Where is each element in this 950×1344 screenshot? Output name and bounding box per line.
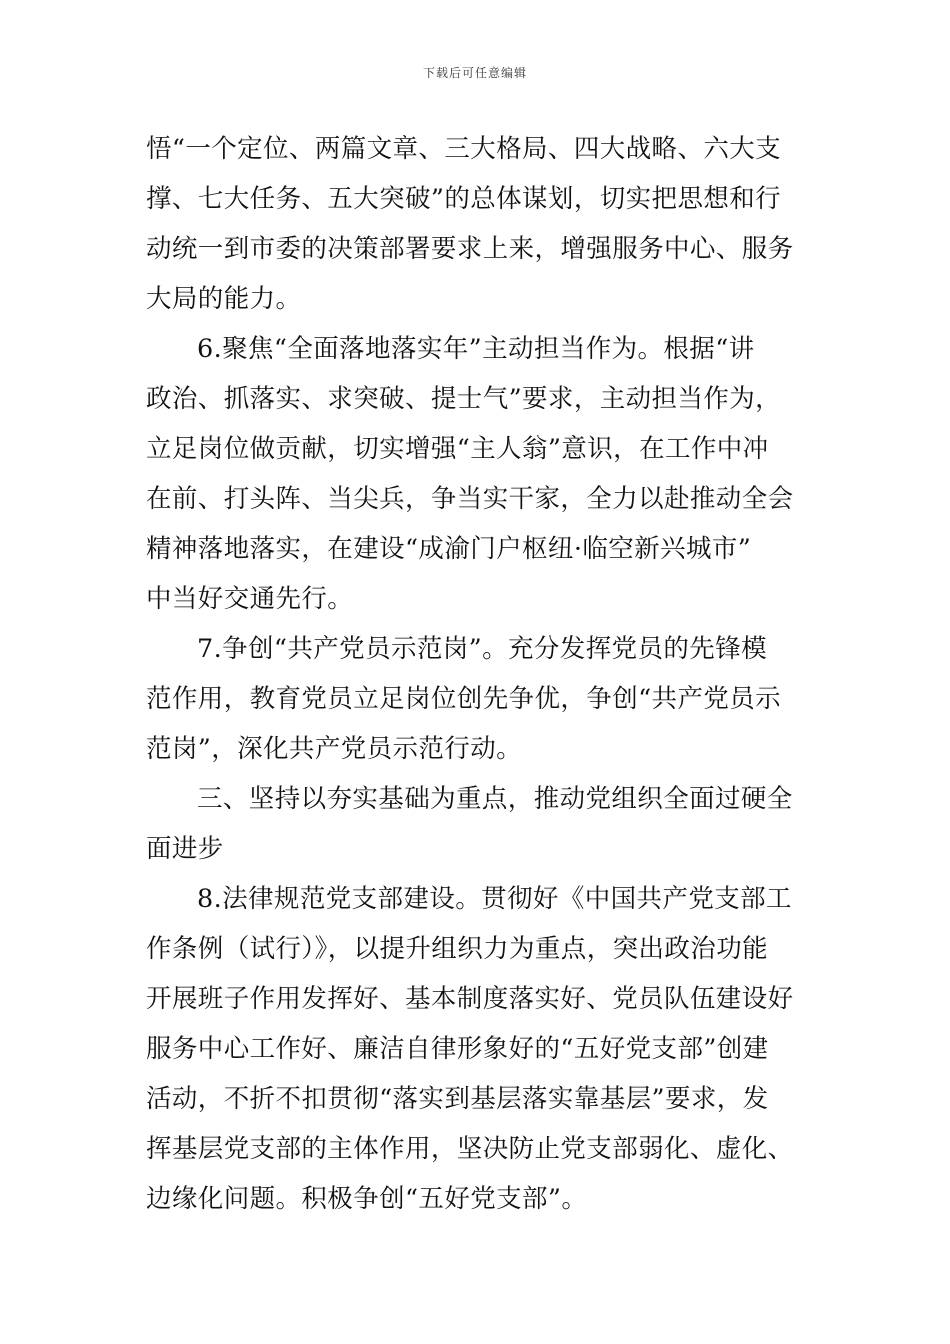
text-line: 撑、七大任务、五大突破”的总体谋划，切实把思想和行: [146, 184, 782, 214]
text-line: 作条例（试行）》，以提升组织力为重点，突出政治功能: [146, 934, 769, 964]
section-heading-3: 三、坚持以夯实基础为重点，推动党组织全面过硬全: [197, 784, 793, 814]
text-line: 精神落地落实，在建设“成渝门户枢纽·临空新兴城市”: [146, 534, 752, 564]
text-line: 范岗”，深化共产党员示范行动。: [146, 734, 523, 764]
text-line: 在前、打头阵、当尖兵，争当实干家，全力以赴推动全会: [146, 484, 794, 514]
text-line: 活动，不折不扣贯彻“落实到基层落实靠基层”要求，发: [146, 1084, 769, 1114]
paragraph-8-start: 8.法律规范党支部建设。贯彻好《中国共产党支部工: [197, 884, 792, 914]
page-header: 下载后可任意编辑: [422, 66, 527, 80]
text-line: 服务中心工作好、廉洁自律形象好的“五好党支部”创建: [146, 1034, 769, 1064]
text-line: 大局的能力。: [146, 284, 302, 314]
text-line: 面进步: [146, 834, 224, 864]
text-line: 边缘化问题。积极争创“五好党支部”。: [146, 1184, 588, 1214]
text-line: 中当好交通先行。: [146, 584, 354, 614]
document-body: [146, 124, 808, 1224]
text-line: 开展班子作用发挥好、基本制度落实好、党员队伍建设好: [146, 984, 794, 1014]
text-line: 政治、抓落实、求突破、提士气”要求，主动担当作为，: [146, 384, 782, 414]
text-line: 挥基层党支部的主体作用，坚决防止党支部弱化、虚化、: [146, 1134, 794, 1164]
text-line: 悟“一个定位、两篇文章、三大格局、四大战略、六大支: [146, 134, 782, 164]
paragraph-7-start: 7.争创“共产党员示范岗”。充分发挥党员的先锋模: [197, 634, 768, 664]
text-line: 范作用，教育党员立足岗位创先争优，争创“共产党员示: [146, 684, 782, 714]
paragraph-6-start: 6.聚焦“全面落地落实年”主动担当作为。根据“讲: [197, 334, 755, 364]
text-line: 立足岗位做贡献，切实增强“主人翁”意识，在工作中冲: [146, 434, 769, 464]
text-line: 动统一到市委的决策部署要求上来，增强服务中心、服务: [146, 234, 794, 264]
